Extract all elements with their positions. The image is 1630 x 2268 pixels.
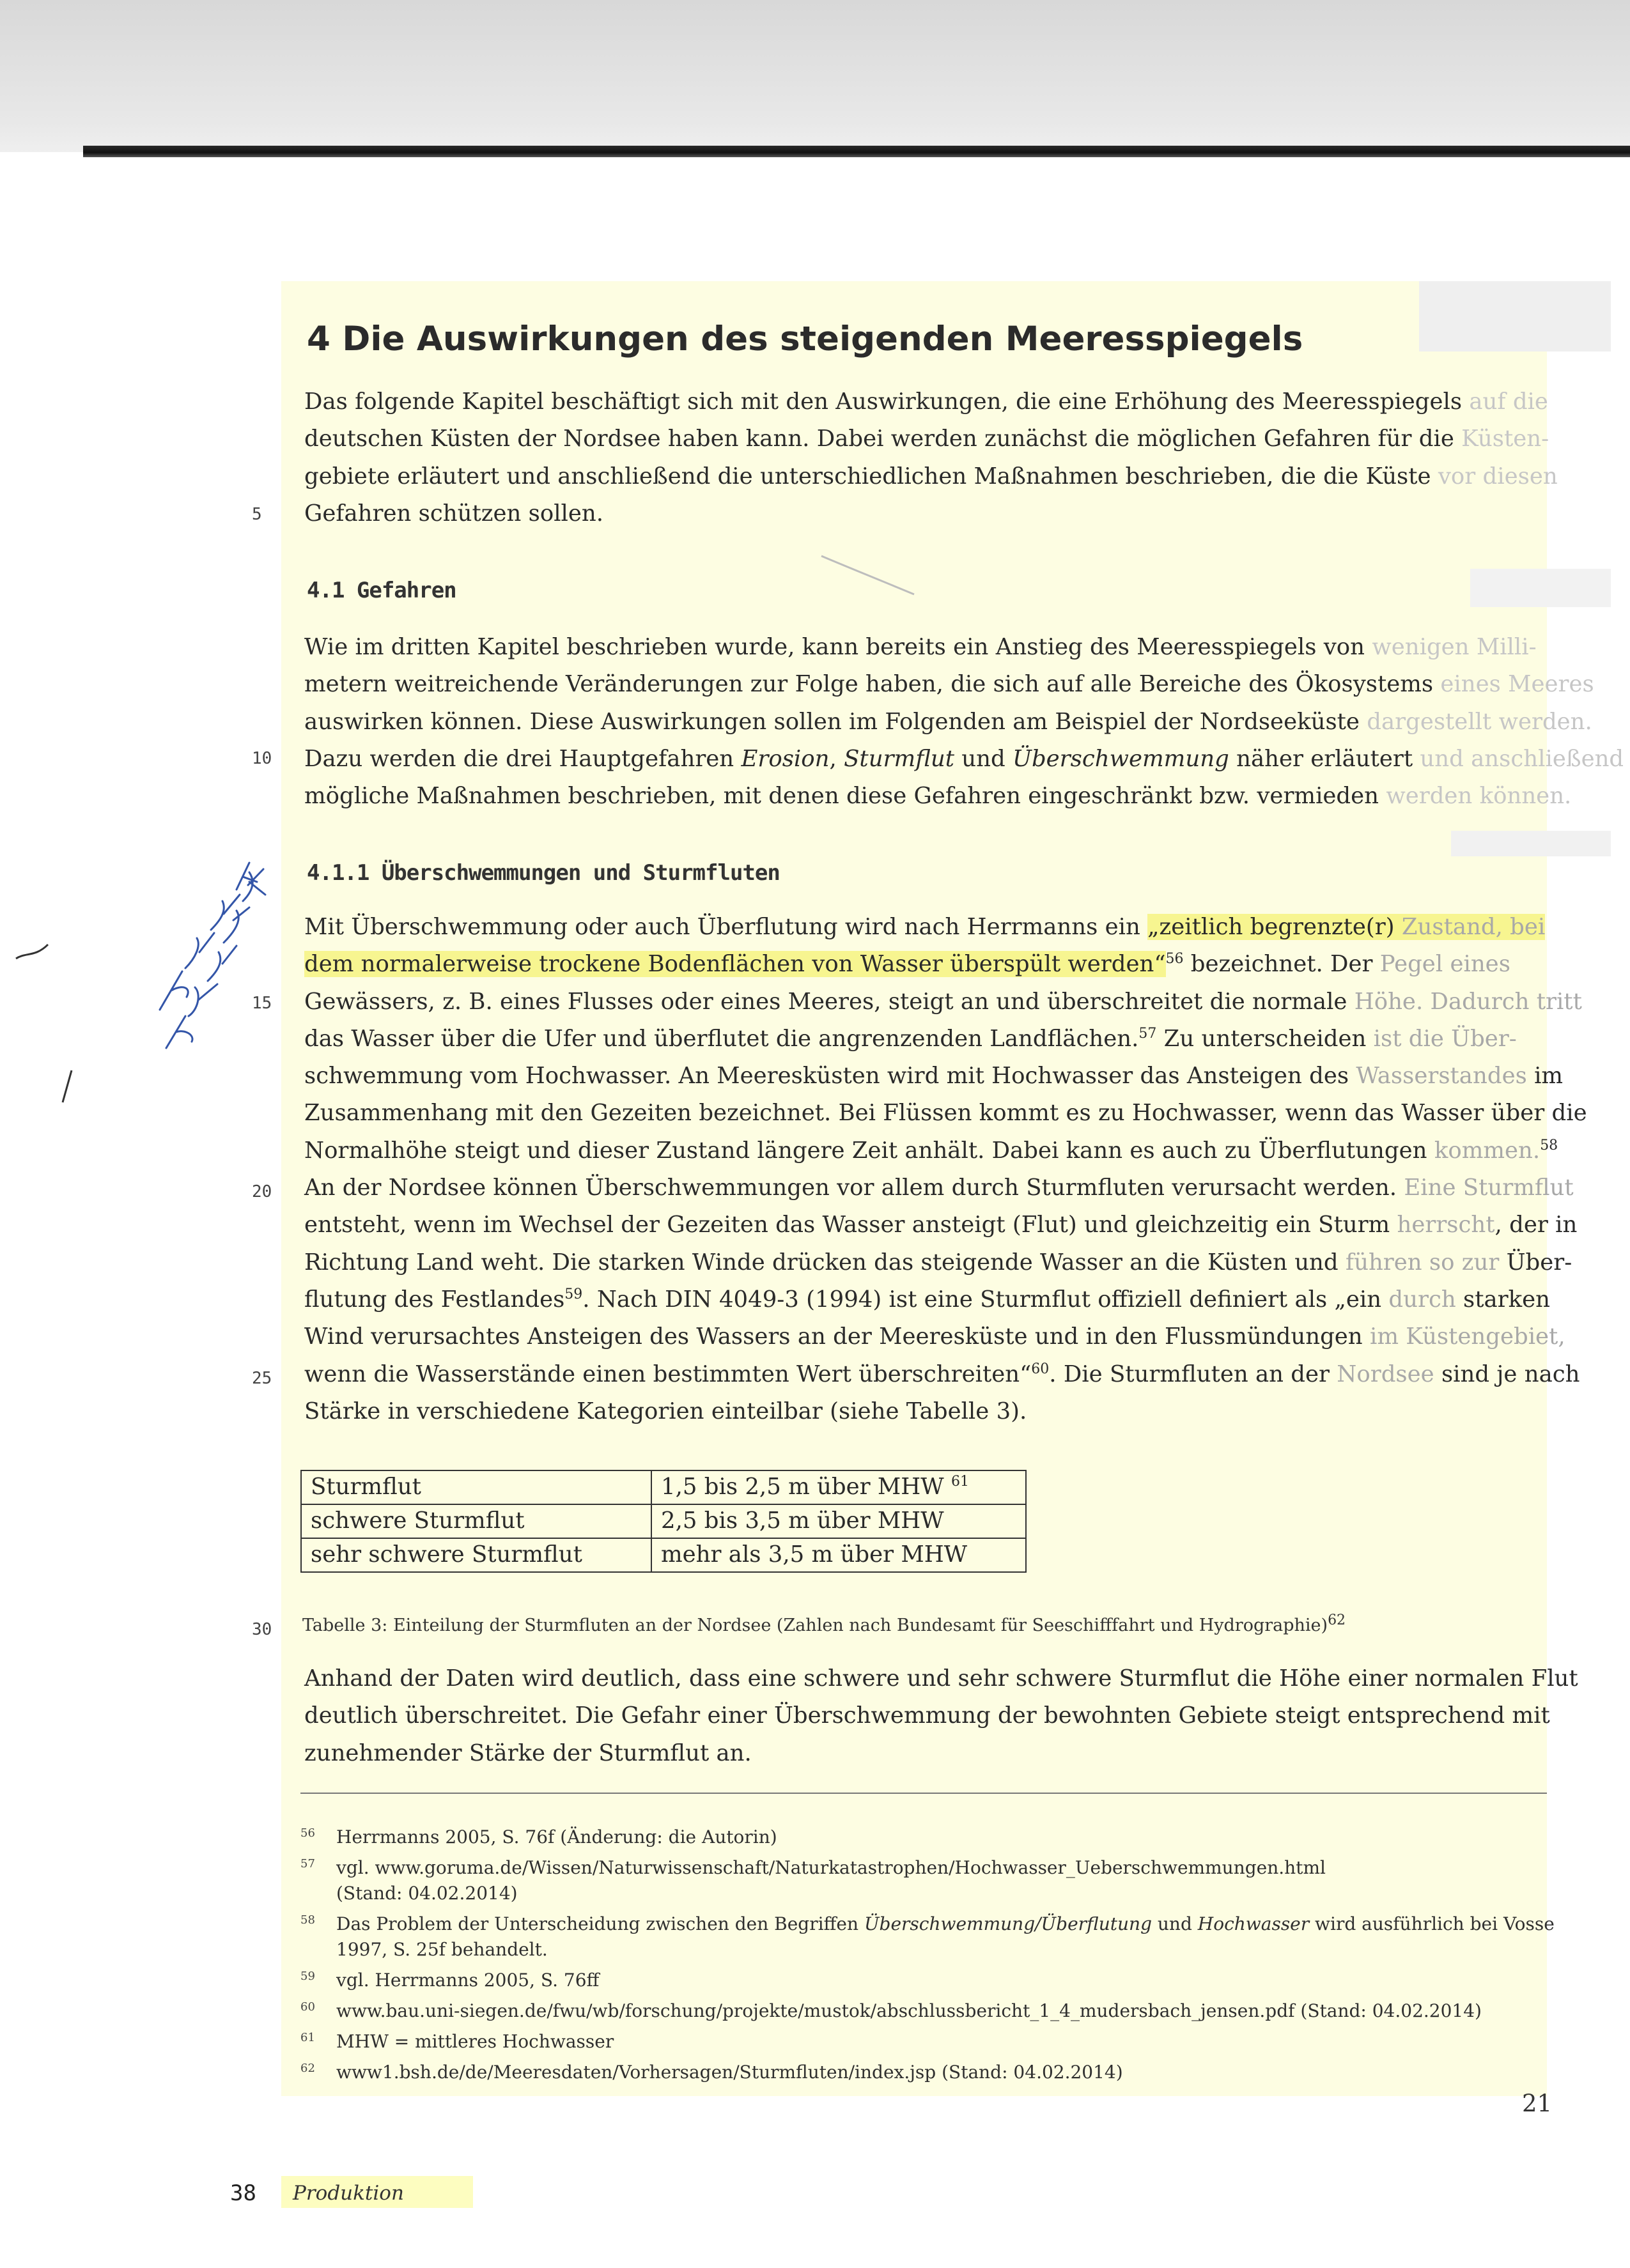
table-row	[301, 1504, 1026, 1538]
s41-line-2: metern weitreichende Veränderungen zur Folge haben, die sich auf alle Bereiche des Ökosystems eines Meeres	[304, 671, 1594, 698]
scan-edge	[0, 0, 1630, 152]
footnote-text: 1997, S. 25f behandelt.	[336, 1939, 548, 1960]
s411-line-13: wenn die Wasserstände einen bestimmten Wert überschreiten“$^{60}$. Die Sturmfluten an der Nordsee sind je nach	[304, 1361, 1580, 1387]
footnote-text: (Stand: 04.02.2014)	[336, 1883, 518, 1904]
s411-line-8: An der Nordsee können Überschwemmungen vor allem durch Sturmfluten verursacht werden. Eine Sturmflut	[304, 1175, 1574, 1201]
section-heading-4-1: 4.1 Gefahren	[307, 578, 456, 603]
intro-line-1: Das folgende Kapitel beschäftigt sich mit den Auswirkungen, die eine Erhöhung des Meeresspiegels auf die	[304, 389, 1548, 415]
s411-line-10: Richtung Land weht. Die starken Winde drücken das steigende Wasser an die Küsten und führen so zur Über-	[304, 1249, 1572, 1276]
footnote-text: www1.bsh.de/de/Meeresdaten/Vorhersagen/Sturmfluten/index.jsp (Stand: 04.02.2014)	[336, 2062, 1123, 2083]
footnote-number: 57	[300, 1857, 315, 1871]
section-4-1-text	[304, 629, 1624, 815]
s411-line-7: Normalhöhe steigt und dieser Zustand längere Zeit anhält. Dabei kann es auch zu Überflutungen kommen.$^{58}$	[304, 1137, 1558, 1164]
footnote-number: 62	[300, 2062, 315, 2075]
conclusion-text	[304, 1660, 1578, 1772]
footnote-text: MHW = mittleres Hochwasser	[336, 2031, 614, 2052]
footnote-text: Das Problem der Unterscheidung zwischen den Begriffen Überschwemmung/Überflutung und Hochwasser wird ausführlich bei Vosse	[336, 1913, 1555, 1934]
line-number: 20	[252, 1182, 272, 1201]
intro-line-4: Gefahren schützen sollen.	[304, 500, 604, 527]
s411-line-11: flutung des Festlandes$^{59}$. Nach DIN 4049-3 (1994) ist eine Sturmflut offiziell definiert als „ein durch starken	[304, 1286, 1551, 1313]
stray-pen-mark	[13, 939, 51, 965]
stray-pen-mark	[58, 1067, 77, 1106]
intro-line-3: gebiete erläutert und anschließend die unterschiedlichen Maßnahmen beschrieben, die die Küste vor diesen	[304, 463, 1558, 490]
line-number: 25	[252, 1369, 272, 1388]
s411-line-2: dem normalerweise trockene Bodenflächen von Wasser überspült werden“$^{56}$ bezeichnet. Der Pegel eines	[304, 951, 1510, 978]
s41-line-1: Wie im dritten Kapitel beschrieben wurde, kann bereits ein Anstieg des Meeresspiegels von wenigen Milli-	[304, 634, 1537, 660]
footnote-number: 60	[300, 2000, 315, 2014]
conclusion-line: zunehmender Stärke der Sturmflut an.	[304, 1740, 752, 1766]
intro-line-2: deutschen Küsten der Nordsee haben kann. Dabei werden zunächst die möglichen Gefahren für die Küsten-	[304, 426, 1549, 452]
pencil-stroke	[818, 550, 920, 601]
table-cell-category: Sturmflut	[301, 1470, 651, 1504]
footnote-number: 61	[300, 2031, 315, 2044]
s411-line-12: Wind verursachtes Ansteigen des Wassers an der Meeresküste und in den Flussmündungen im Küstengebiet,	[304, 1323, 1565, 1350]
table-cell-height: 1,5 bis 2,5 m über MHW $^{61}$	[651, 1470, 1026, 1504]
footnote-rule	[300, 1793, 1547, 1794]
s411-line-1: Mit Überschwemmung oder auch Überflutung wird nach Herrmanns ein „zeitlich begrenzte(r) Zustand, bei	[304, 914, 1546, 940]
section-heading-4-1-1: 4.1.1 Überschwemmungen und Sturmfluten	[307, 860, 780, 886]
conclusion-line: deutlich überschreitet. Die Gefahr einer Überschwemmung der bewohnten Gebiete steigt entsprechend mit	[304, 1702, 1550, 1729]
conclusion-line: Anhand der Daten wird deutlich, dass eine schwere und sehr schwere Sturmflut die Höhe einer normalen Flut	[304, 1665, 1578, 1692]
table-cell-category: sehr schwere Sturmflut	[301, 1538, 651, 1572]
binding-rule	[83, 146, 1630, 157]
s411-line-14: Stärke in verschiedene Kategorien einteilbar (siehe Tabelle 3).	[304, 1398, 1027, 1424]
footer-section-name: Produktion	[293, 2182, 404, 2205]
footnote-number: 56	[300, 1826, 315, 1840]
s411-line-9: entsteht, wenn im Wechsel der Gezeiten das Wasser ansteigt (Flut) und gleichzeitig ein Sturm herrscht, der in	[304, 1212, 1578, 1238]
chapter-intro	[304, 383, 1557, 532]
table-caption: Tabelle 3: Einteilung der Sturmfluten an der Nordsee (Zahlen nach Bundesamt für Seeschifffahrt und Hydrographie)$^{62}$	[302, 1612, 1346, 1635]
s411-line-3: Gewässers, z. B. eines Flusses oder eines Meeres, steigt an und überschreitet die normale Höhe. Dadurch tritt	[304, 988, 1582, 1015]
table-cell-height: mehr als 3,5 m über MHW	[651, 1538, 1026, 1572]
s411-line-6: Zusammenhang mit den Gezeiten bezeichnet. Bei Flüssen kommt es zu Hochwasser, wenn das Wasser über die	[304, 1100, 1587, 1127]
table-row	[301, 1470, 1026, 1504]
s411-line-5: schwemmung vom Hochwasser. An Meeresküsten wird mit Hochwasser das Ansteigen des Wasserstandes im	[304, 1063, 1564, 1090]
s41-line-4: Dazu werden die drei Hauptgefahren Erosion, Sturmflut und Überschwemmung näher erläutert und anschließend	[304, 745, 1624, 772]
s411-line-4: das Wasser über die Ufer und überflutet die angrenzenden Landflächen.$^{57}$ Zu unterscheiden ist die Über-	[304, 1025, 1517, 1052]
storm-surge-table	[300, 1470, 1027, 1573]
table-cell-category: schwere Sturmflut	[301, 1504, 651, 1538]
footnote-number: 58	[300, 1913, 315, 1927]
s41-line-5: mögliche Maßnahmen beschrieben, mit denen diese Gefahren eingeschränkt bzw. vermieden werden können.	[304, 783, 1572, 810]
table-row	[301, 1538, 1026, 1572]
chapter-heading: 4 Die Auswirkungen des steigenden Meeresspiegels	[307, 320, 1303, 359]
footnote-text: vgl. Herrmanns 2005, S. 76ff	[336, 1970, 600, 1991]
table-cell-height: 2,5 bis 3,5 m über MHW	[651, 1504, 1026, 1538]
footnote-text: www.bau.uni-siegen.de/fwu/wb/forschung/projekte/mustok/abschlussbericht_1_4_mudersbach_jensen.pdf (Stand: 04.02.2014)	[336, 2000, 1482, 2021]
footnote-number: 59	[300, 1970, 315, 1983]
page-number-right: 21	[1522, 2090, 1553, 2117]
page-number-left: 38	[230, 2180, 256, 2206]
line-number: 5	[252, 505, 262, 524]
handwritten-margin-note	[147, 856, 268, 1061]
line-number: 10	[252, 749, 272, 768]
line-number: 15	[252, 994, 272, 1013]
footnote-text: Herrmanns 2005, S. 76f (Änderung: die Autorin)	[336, 1826, 777, 1848]
footnote-text: vgl. www.goruma.de/Wissen/Naturwissenschaft/Naturkatastrophen/Hochwasser_Ueberschwemmungen.html	[336, 1857, 1326, 1878]
section-4-1-1-text	[304, 909, 1587, 1430]
s41-line-3: auswirken können. Diese Auswirkungen sollen im Folgenden am Beispiel der Nordseeküste dargestellt werden.	[304, 708, 1592, 735]
line-number: 30	[252, 1620, 272, 1639]
